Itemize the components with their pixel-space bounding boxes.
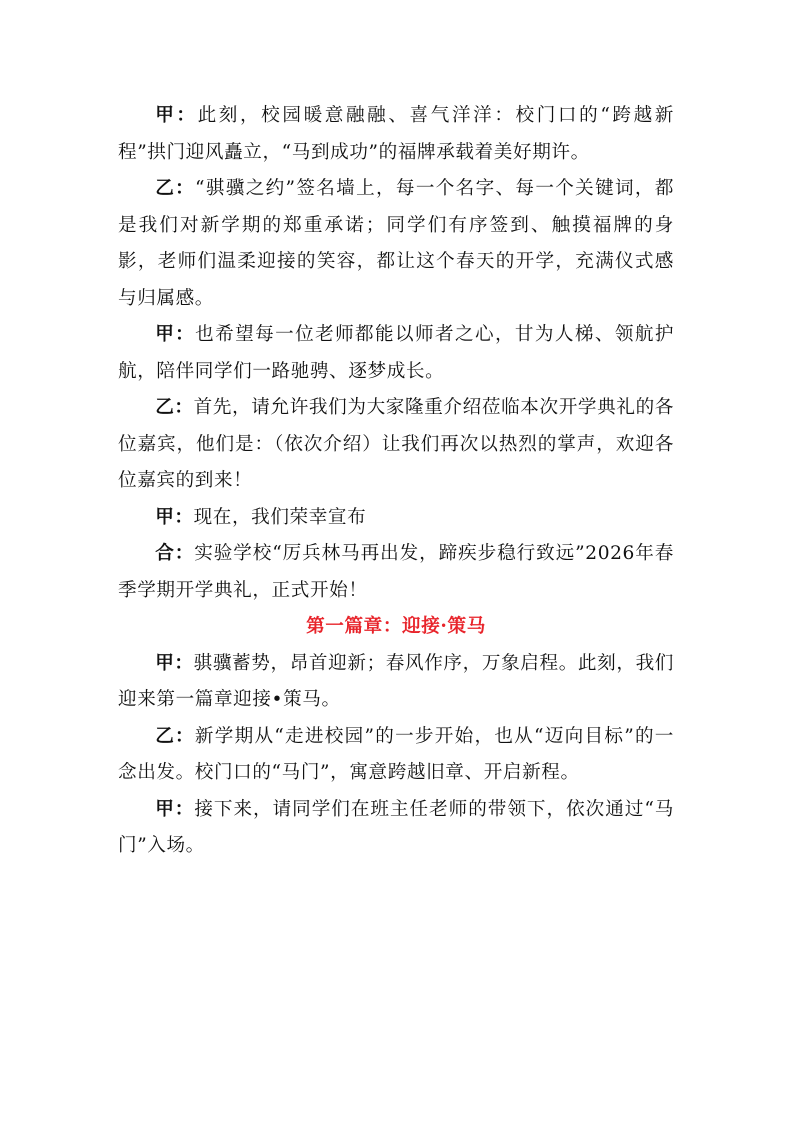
dialogue-paragraph (118, 792, 674, 865)
speaker-label: 乙： (155, 725, 195, 747)
dialogue-text: 接下来，请同学们在班主任老师的带领下，依次通过“马门”入场。 (118, 798, 674, 856)
dialogue-text: 现在，我们荣幸宣布 (193, 506, 367, 528)
section-heading: 第一篇章：迎接·策马 (306, 616, 486, 637)
dialogue-text: “骐骥之约”签名墙上，每一个名字、每一个关键词，都是我们对新学期的郑重承诺；同学们有序签到、触摸福牌的身影，老师们温柔迎接的笑容，都让这个春天的开学，充满仪式感与归属感。 (118, 178, 675, 309)
dialogue-paragraph (118, 536, 674, 609)
speaker-label: 甲： (155, 798, 195, 820)
dialogue-text: 也希望每一位老师都能以师者之心，甘为人梯、领航护航，陪伴同学们一路驰骋、逐梦成长。 (118, 324, 675, 382)
dialogue-text: 此刻，校园暖意融融、喜气洋洋：校门口的“跨越新程”拱门迎风矗立，“马到成功”的福牌承载着美好期许。 (118, 105, 675, 163)
document-page (118, 98, 674, 865)
speaker-label: 甲： (155, 652, 194, 674)
dialogue-paragraph (118, 646, 674, 719)
dialogue-paragraph (118, 719, 674, 792)
dialogue-text: 实验学校“厉兵林马再出发，蹄疾步稳行致远”2026年春季学期开学典礼，正式开始！ (118, 543, 674, 601)
dialogue-paragraph (118, 390, 674, 500)
speaker-label: 乙： (155, 178, 196, 199)
dialogue-text: 首先，请允许我们为大家隆重介绍莅临本次开学典礼的各位嘉宾，他们是：（依次介绍）让我们再次以热烈的掌声，欢迎各位嘉宾的到来！ (118, 397, 674, 491)
speaker-label: 甲： (155, 506, 194, 528)
speaker-label: 甲： (155, 105, 198, 126)
dialogue-paragraph (118, 317, 674, 390)
dialogue-paragraph (118, 171, 674, 317)
speaker-label: 甲： (155, 324, 196, 345)
speaker-label: 合： (155, 543, 195, 564)
dialogue-paragraph (118, 98, 674, 171)
dialogue-text: 骐骥蓄势，昂首迎新；春风作序，万象启程。此刻，我们迎来第一篇章迎接•策马。 (118, 652, 674, 710)
dialogue-paragraph (118, 500, 674, 537)
speaker-label: 乙： (155, 397, 194, 418)
dialogue-text: 新学期从“走进校园”的一步开始，也从“迈向目标”的一念出发。校门口的“马门”，寓意跨越旧章、开启新程。 (118, 725, 674, 783)
